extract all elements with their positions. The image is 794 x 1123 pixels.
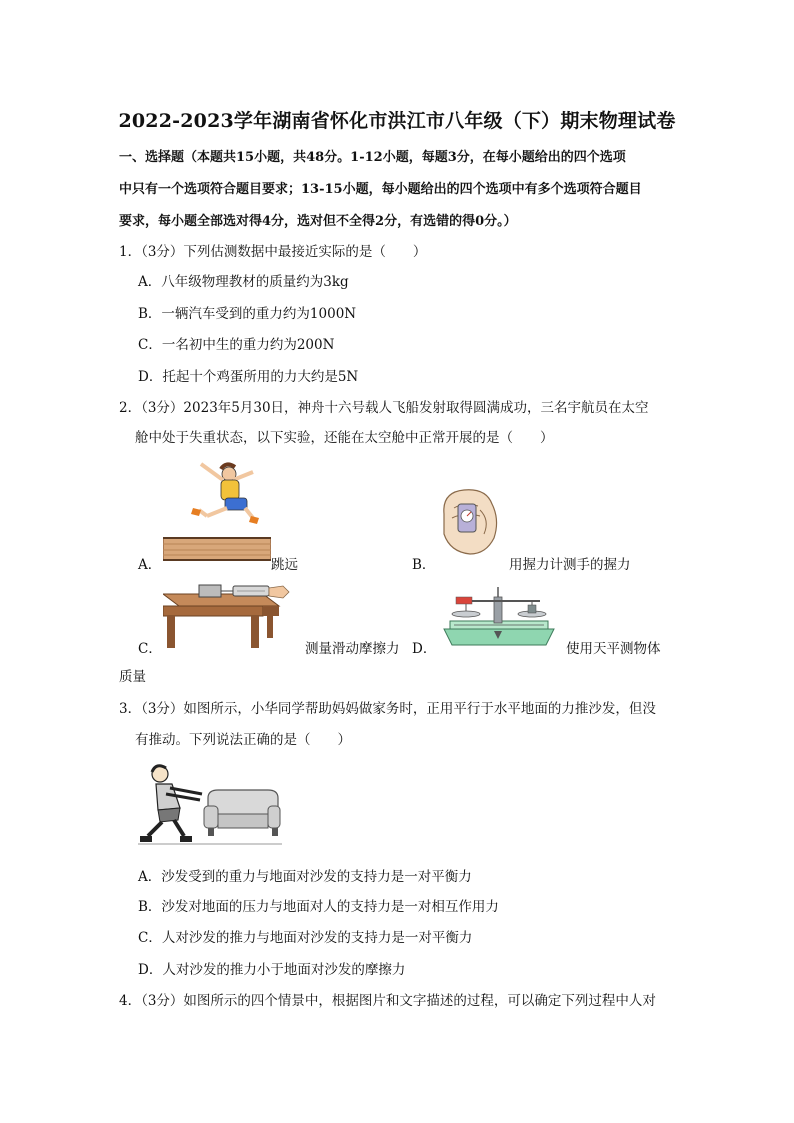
q1-option-c: C．一名初中生的重力约为200N [138, 337, 335, 353]
section-header-line1: 一、选择题（本题共15小题，共48分。1-12小题，每题3分，在每小题给出的四个选项 [119, 150, 626, 165]
q3-option-d: D．人对沙发的推力小于地面对沙发的摩擦力 [138, 962, 406, 978]
q3-stem-line1: 3．（3分）如图所示，小华同学帮助妈妈做家务时，正用平行于水平地面的力推沙发，但没 [119, 701, 656, 717]
page-title: 2022-2023学年湖南省怀化市洪江市八年级（下）期末物理试卷 [118, 110, 676, 132]
q4-stem-line1: 4．（3分）如图所示的四个情景中，根据图片和文字描述的过程，可以确定下列过程中人对 [119, 993, 656, 1009]
q3-stem-line2: 有推动。下列说法正确的是（ ） [135, 732, 351, 748]
q1-option-d: D．托起十个鸡蛋所用的力大约是5N [138, 369, 359, 385]
section-header-line3: 要求，每小题全部选对得4分，选对但不全得2分，有选错的得0分。） [119, 214, 517, 229]
q2-option-d-caption: 使用天平测物体 [566, 641, 661, 657]
q1-stem: 1．（3分）下列估测数据中最接近实际的是（ ） [119, 244, 427, 260]
balance-scale-figure [440, 583, 558, 651]
q2-option-c-letter: C． [138, 641, 162, 657]
q2-option-b-caption: 用握力计测手的握力 [509, 557, 631, 573]
q3-option-a: A．沙发受到的重力与地面对沙发的支持力是一对平衡力 [138, 869, 472, 885]
grip-dynamometer-figure [434, 484, 508, 558]
q2-option-d-caption-cont: 质量 [119, 669, 146, 685]
friction-experiment-figure [163, 582, 303, 652]
q1-option-a: A．八年级物理教材的质量约为3kg [138, 274, 349, 290]
q2-option-a-caption: 跳远 [271, 557, 298, 573]
q2-option-b-letter: B． [412, 557, 436, 573]
q2-stem-line1: 2．（3分）2023年5月30日，神舟十六号载人飞船发射取得圆满成功，三名宇航员在太空 [119, 400, 649, 416]
q3-option-b: B．沙发对地面的压力与地面对人的支持力是一对相互作用力 [138, 899, 499, 915]
pushing-sofa-figure [138, 762, 282, 848]
long-jump-figure [163, 458, 271, 578]
section-header-line2: 中只有一个选项符合题目要求；13-15小题，每小题给出的四个选项中有多个选项符合题目 [119, 182, 642, 197]
q2-stem-line2: 舱中处于失重状态，以下实验，还能在太空舱中正常开展的是（ ） [135, 430, 554, 446]
q2-option-c-caption: 测量滑动摩擦力 [305, 641, 400, 657]
q3-option-c: C．人对沙发的推力与地面对沙发的支持力是一对平衡力 [138, 930, 473, 946]
q2-option-d-letter: D． [412, 641, 437, 657]
q1-option-b: B．一辆汽车受到的重力约为1000N [138, 306, 357, 322]
q2-option-a-letter: A． [138, 557, 162, 573]
